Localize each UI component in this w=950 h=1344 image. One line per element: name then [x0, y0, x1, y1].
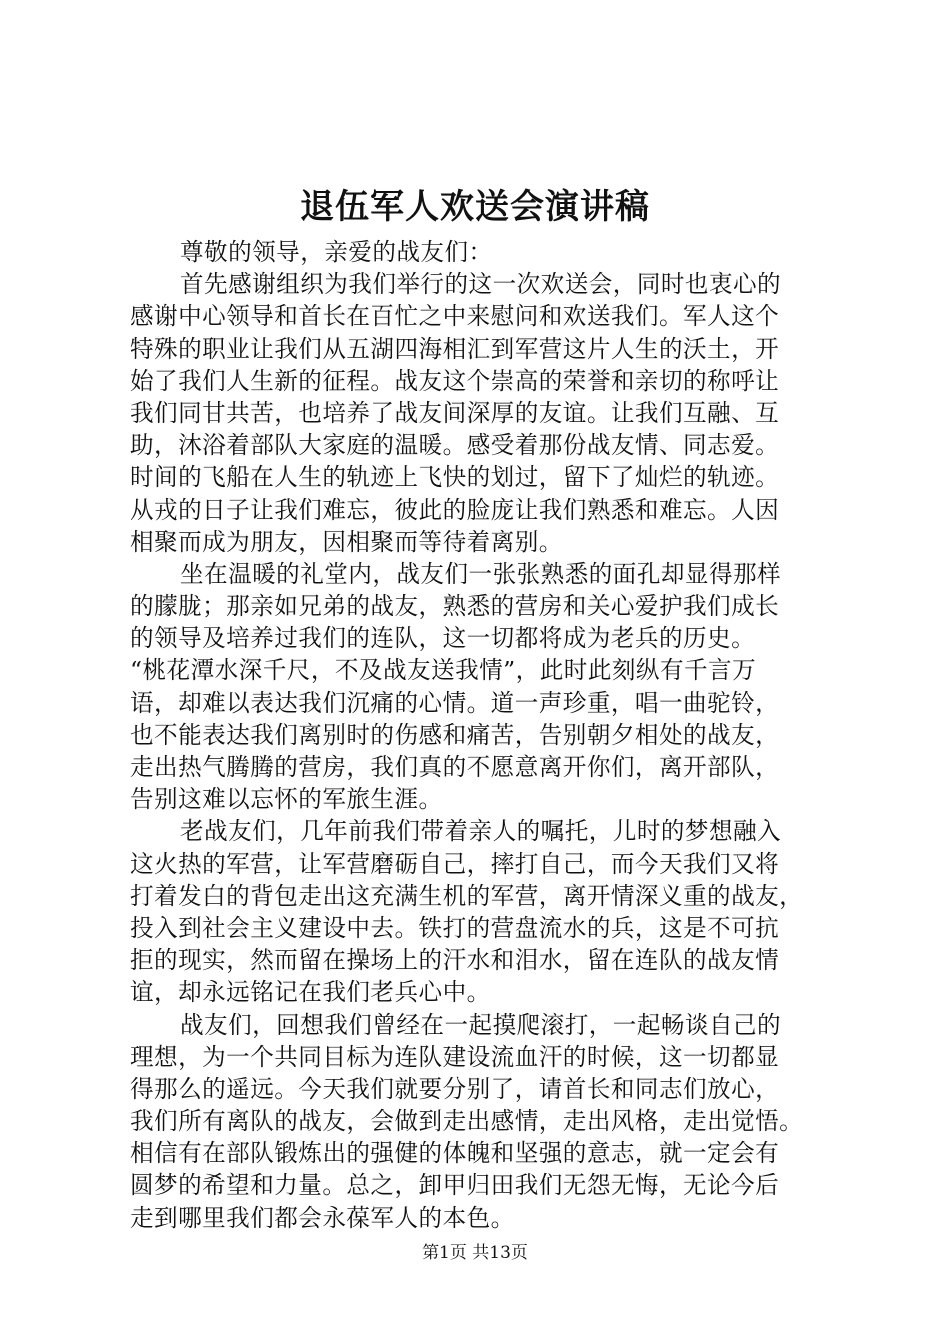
text-line: 从戎的日子让我们难忘，彼此的脸庞让我们熟悉和难忘。人因: [130, 495, 780, 524]
text-line: 尊敬的领导，亲爱的战友们：: [180, 238, 493, 266]
page-number-footer: 第1页 共13页: [422, 1243, 528, 1263]
text-line: 战友们，回想我们曾经在一起摸爬滚打，一起畅谈自己的: [180, 1010, 782, 1039]
text-line: 感谢中心领导和首长在百忙之中来慰问和欢送我们。军人这个: [130, 302, 780, 331]
text-line: 理想，为一个共同目标为连队建设流血汗的时候，这一切都显: [130, 1042, 780, 1071]
text-line: 助，沐浴着部队大家庭的温暖。感受着那份战友情、同志爱。: [130, 431, 780, 460]
text-line: 的领导及培养过我们的连队，这一切都将成为老兵的历史。: [130, 624, 756, 653]
text-line: 首先感谢组织为我们举行的这一次欢送会，同时也衷心的: [180, 270, 782, 299]
text-line: 也不能表达我们离别时的伤感和痛苦，告别朝夕相处的战友，: [130, 720, 780, 749]
text-line: 走出热气腾腾的营房，我们真的不愿意离开你们，离开部队，: [130, 753, 780, 781]
text-line: 老战友们，几年前我们带着亲人的嘱托，儿时的梦想融入: [180, 817, 782, 846]
text-line: 相聚而成为朋友，因相聚而等待着离别。: [130, 527, 563, 556]
text-line: 坐在温暖的礼堂内，战友们一张张熟悉的面孔却显得那样: [180, 559, 782, 588]
text-line: 特殊的职业让我们从五湖四海相汇到军营这片人生的沃土，开: [130, 334, 780, 363]
text-line: 拒的现实，然而留在操场上的汗水和泪水，留在连队的战友情: [130, 946, 780, 975]
text-line: 相信有在部队锻炼出的强健的体魄和坚强的意志，就一定会有: [130, 1139, 780, 1168]
text-line: 谊，却永远铭记在我们老兵心中。: [130, 978, 491, 1007]
text-line: 的朦胧；那亲如兄弟的战友，熟悉的营房和关心爱护我们成长: [130, 592, 780, 621]
document-title: 退伍军人欢送会演讲稿: [300, 187, 650, 227]
text-line: “桃花潭水深千尺，不及战友送我情”，此时此刻纵有千言万: [130, 656, 757, 685]
text-line: 语，却难以表达我们沉痛的心情。道一声珍重，唱一曲驼铃，: [130, 688, 780, 717]
text-line: 我们同甘共苦，也培养了战友间深厚的友谊。让我们互融、互: [130, 398, 780, 427]
text-line: 我们所有离队的战友，会做到走出感情，走出风格，走出觉悟。: [130, 1107, 804, 1136]
text-line: 告别这难以忘怀的军旅生涯。: [130, 785, 443, 814]
text-line: 走到哪里我们都会永葆军人的本色。: [130, 1203, 515, 1232]
text-line: 打着发白的背包走出这充满生机的军营，离开情深义重的战友，: [130, 881, 804, 910]
text-line: 圆梦的希望和力量。总之，卸甲归田我们无怨无悔，无论今后: [130, 1171, 780, 1200]
text-line: 这火热的军营，让军营磨砺自己，摔打自己，而今天我们又将: [130, 849, 780, 878]
text-line: 始了我们人生新的征程。战友这个崇高的荣誉和亲切的称呼让: [130, 366, 780, 395]
text-line: 投入到社会主义建设中去。铁打的营盘流水的兵，这是不可抗: [130, 913, 780, 942]
speech-body: [130, 236, 842, 1234]
text-line: 得那么的遥远。今天我们就要分别了，请首长和同志们放心，: [130, 1074, 780, 1103]
text-line: 时间的飞船在人生的轨迹上飞快的划过，留下了灿烂的轨迹。: [130, 463, 780, 492]
